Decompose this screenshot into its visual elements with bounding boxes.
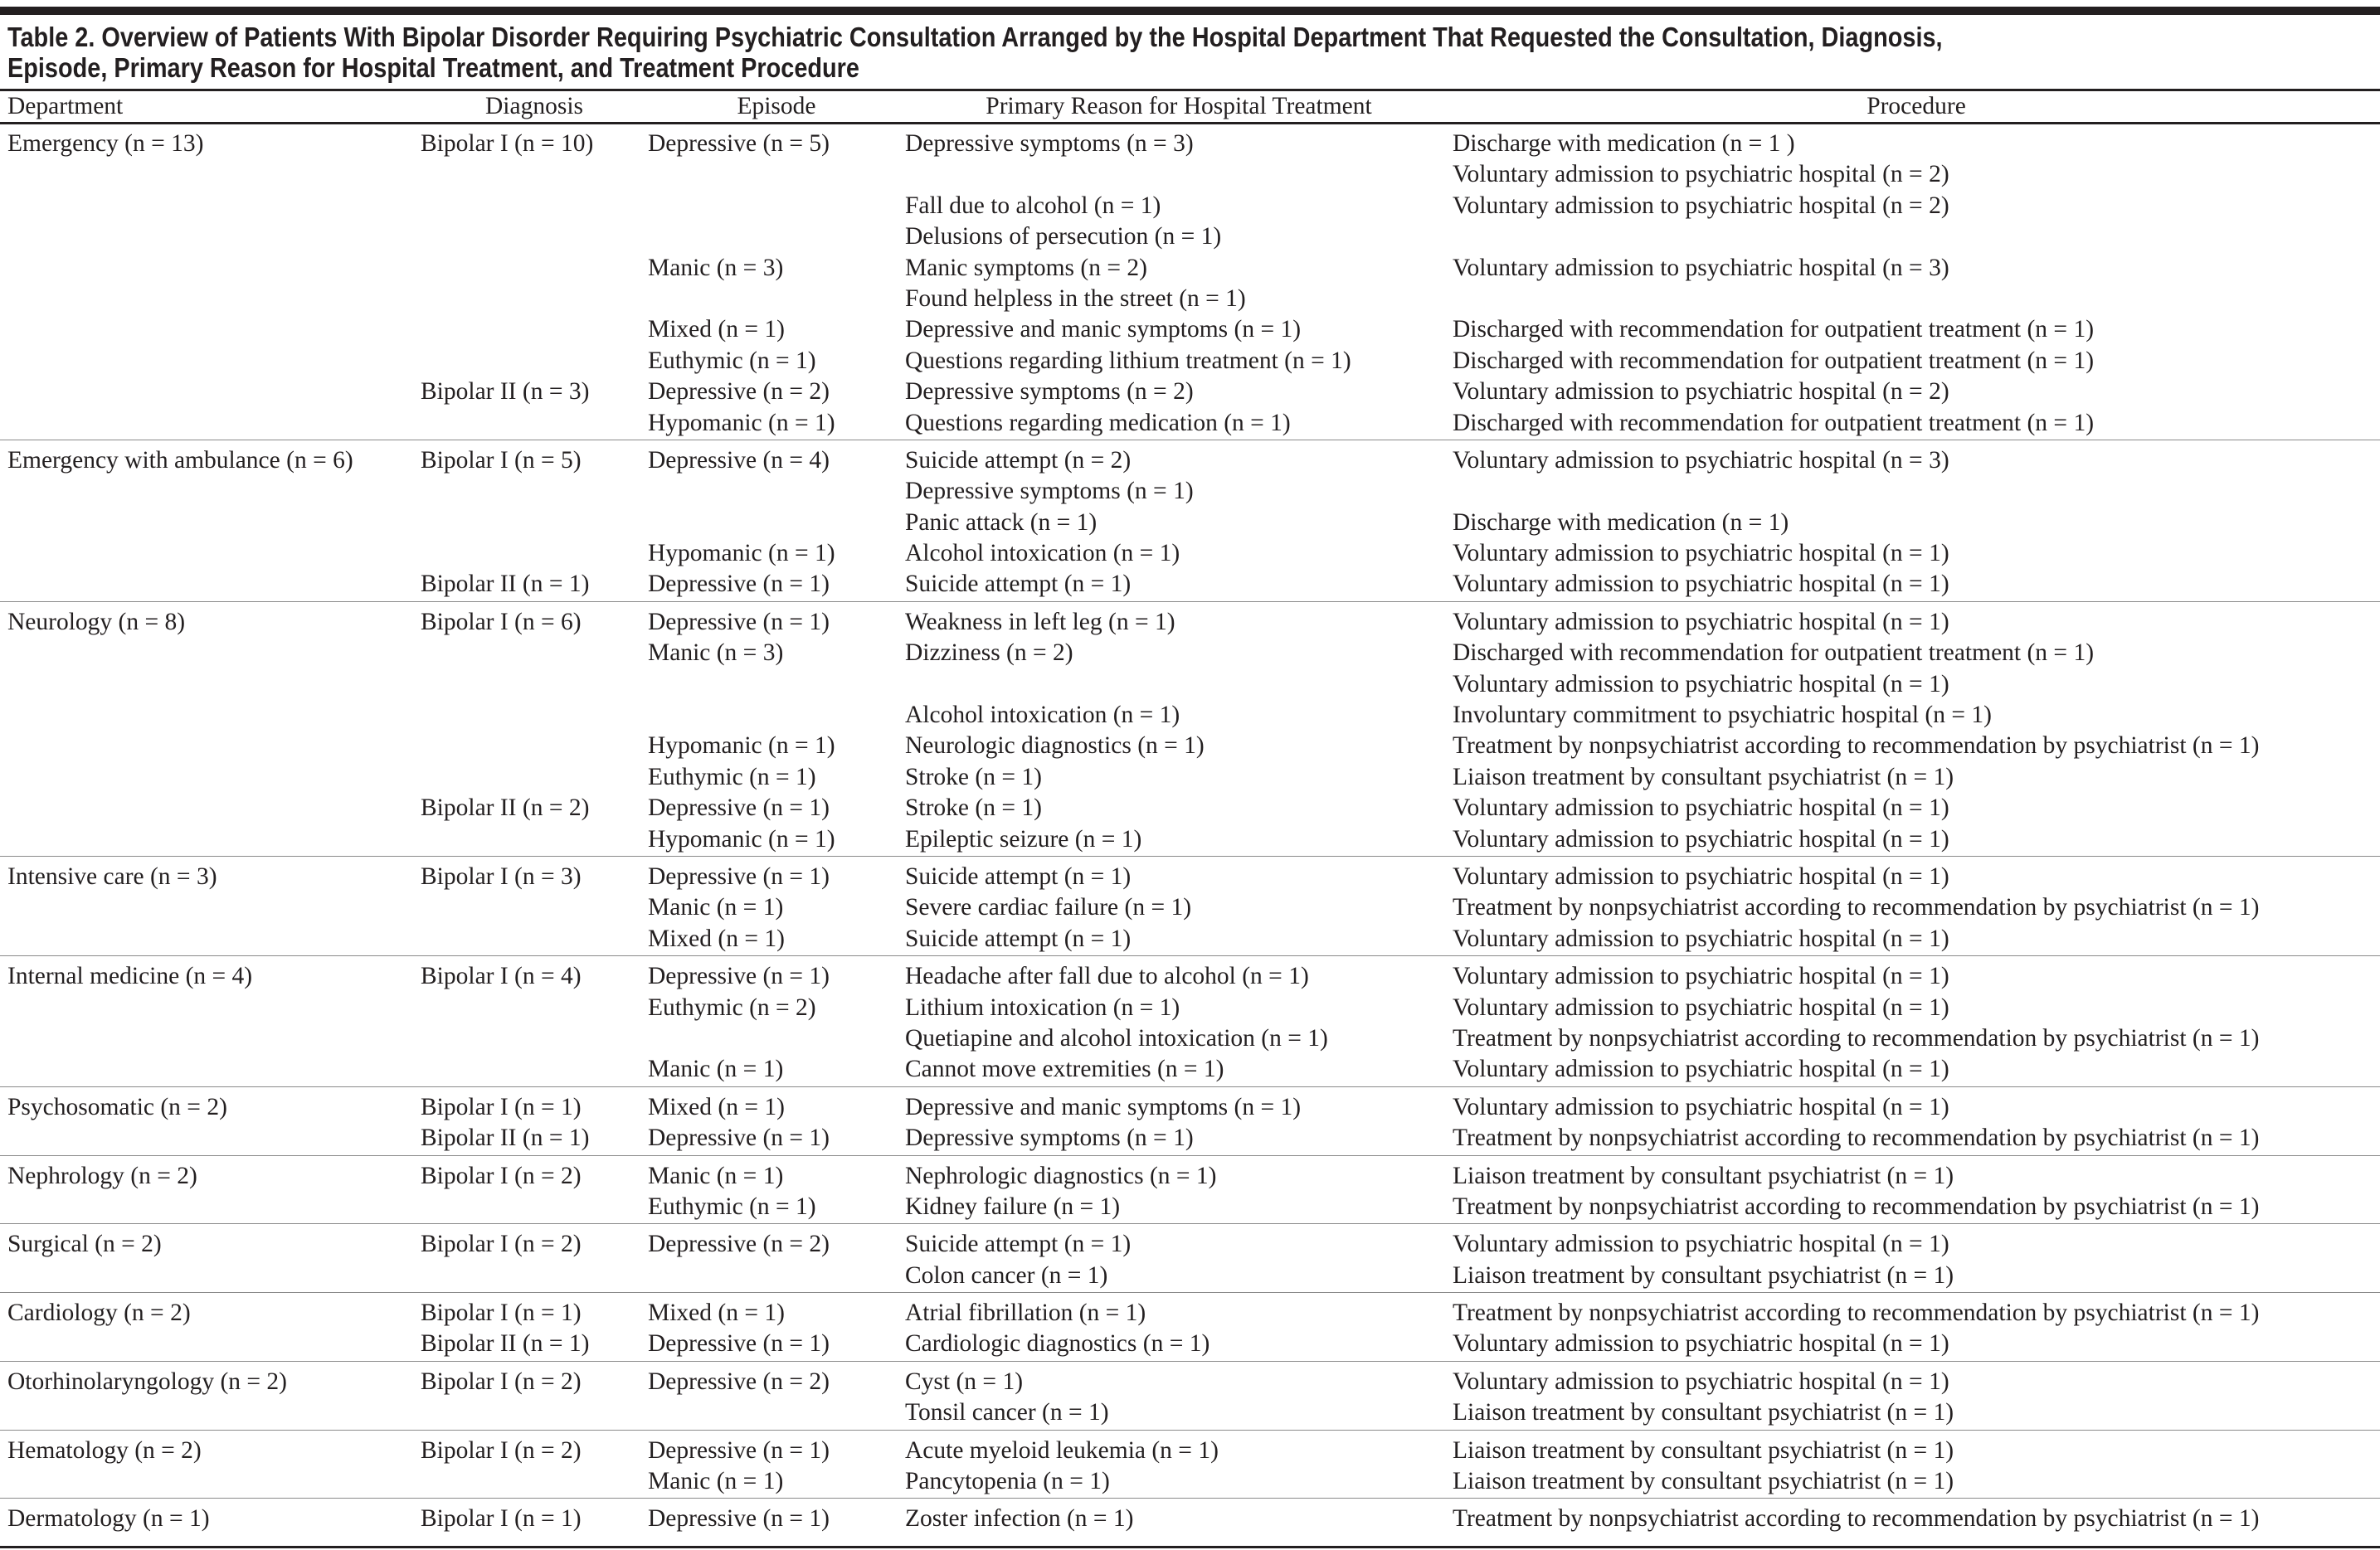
department-cell [7,377,421,407]
diagnosis-cell: Bipolar I (n = 6) [421,608,582,635]
procedure-cell: Liaison treatment by consultant psychiatrist (n = 1) [1453,1468,1954,1495]
table-row [0,569,2380,600]
table-row [0,700,2380,731]
column-header-episode: Episode [737,93,816,119]
table-row [0,284,2380,314]
reason-cell: Questions regarding lithium treatment (n = 1) [905,347,1351,374]
diagnosis-cell: Bipolar I (n = 2) [421,1162,582,1189]
reason-cell: Depressive symptoms (n = 3) [905,130,1194,157]
department-cell [7,669,421,700]
table-title [7,22,2258,83]
diagnosis-cell: Bipolar I (n = 5) [421,446,582,474]
reason-cell: Alcohol intoxication (n = 1) [905,540,1180,567]
reason-cell: Depressive symptoms (n = 2) [905,378,1194,406]
diagnosis-cell [421,669,648,700]
department-group [0,126,2380,440]
table-row [0,762,2380,793]
reason-cell: Kidney failure (n = 1) [905,1193,1121,1220]
procedure-cell: Liaison treatment by consultant psychiatrist (n = 1) [1453,1436,1954,1464]
department-cell [7,1397,421,1428]
diagnosis-cell: Bipolar II (n = 2) [421,794,590,822]
department-cell: Intensive care (n = 3) [7,862,217,890]
diagnosis-cell: Bipolar II (n = 1) [421,1330,590,1358]
procedure-cell: Treatment by nonpsychiatrist according to recommendation by psychiatrist (n = 1) [1453,1125,2260,1152]
table-row [0,862,2380,892]
table-row [0,346,2380,377]
procedure-cell: Discharged with recommendation for outpatient treatment (n = 1) [1453,639,2095,667]
episode-cell: Depressive (n = 4) [648,446,830,474]
column-header-diagnosis: Diagnosis [485,93,583,119]
procedure-cell: Voluntary admission to psychiatric hospital (n = 1) [1453,994,1949,1021]
diagnosis-cell [421,191,648,221]
procedure-cell: Treatment by nonpsychiatrist according to recommendation by psychiatrist (n = 1) [1453,1024,2260,1052]
diagnosis-cell [421,508,648,538]
table-row [0,669,2380,700]
episode-cell [648,1023,905,1054]
episode-cell: Depressive (n = 1) [648,1436,830,1464]
department-cell [7,569,421,600]
reason-cell: Suicide attempt (n = 1) [905,1231,1132,1258]
table-title-line-2: Episode, Primary Reason for Hospital Treatment, and Treatment Procedure [7,52,859,83]
episode-cell: Depressive (n = 2) [648,378,830,406]
department-group [0,601,2380,856]
diagnosis-cell [421,314,648,345]
reason-cell: Cardiologic diagnostics (n = 1) [905,1330,1210,1358]
procedure-cell: Voluntary admission to psychiatric hospital (n = 1) [1453,1330,1949,1358]
table-row [0,1023,2380,1054]
reason-cell: Quetiapine and alcohol intoxication (n = 1) [905,1024,1328,1052]
table-row [0,408,2380,439]
diagnosis-cell: Bipolar I (n = 4) [421,963,582,990]
reason-cell: Alcohol intoxication (n = 1) [905,702,1180,729]
reason-cell: Fall due to alcohol (n = 1) [905,192,1161,219]
department-cell: Emergency with ambulance (n = 6) [7,446,353,474]
episode-cell [648,669,905,700]
table-row [0,993,2380,1023]
episode-cell: Euthymic (n = 2) [648,994,816,1021]
department-cell [7,253,421,284]
procedure-cell: Liaison treatment by consultant psychiatrist (n = 1) [1453,763,1954,790]
episode-cell: Depressive (n = 5) [648,130,830,157]
column-header-department: Department [7,93,124,119]
department-cell [7,1192,421,1222]
table-row [0,1298,2380,1329]
reason-cell: Weakness in left leg (n = 1) [905,608,1175,635]
department-cell [7,159,421,190]
reason-cell: Stroke (n = 1) [905,794,1042,822]
reason-cell: Colon cancer (n = 1) [905,1261,1108,1289]
reason-cell: Headache after fall due to alcohol (n = 1) [905,963,1309,990]
reason-cell: Lithium intoxication (n = 1) [905,994,1180,1021]
table-row [0,607,2380,638]
diagnosis-cell: Bipolar I (n = 2) [421,1231,582,1258]
department-cell [7,924,421,955]
table-row [0,1436,2380,1466]
diagnosis-cell: Bipolar I (n = 2) [421,1436,582,1464]
procedure-cell: Voluntary admission to psychiatric hospital (n = 1) [1453,794,1949,822]
reason-cell: Acute myeloid leukemia (n = 1) [905,1436,1219,1464]
table-row [0,377,2380,407]
diagnosis-cell: Bipolar I (n = 10) [421,130,594,157]
procedure-cell: Voluntary admission to psychiatric hospital (n = 1) [1453,571,1949,598]
episode-cell: Euthymic (n = 1) [648,347,816,374]
department-group [0,955,2380,1086]
table-header [0,91,2380,122]
reason-cell [905,669,1453,700]
diagnosis-cell [421,538,648,569]
procedure-cell: Voluntary admission to psychiatric hospital (n = 1) [1453,1056,1949,1083]
diagnosis-cell [421,346,648,377]
diagnosis-cell: Bipolar I (n = 1) [421,1300,582,1327]
department-cell: Surgical (n = 2) [7,1231,162,1258]
department-cell [7,793,421,824]
procedure-cell [1453,476,2380,507]
procedure-cell: Liaison treatment by consultant psychiatrist (n = 1) [1453,1162,1954,1189]
column-header-reason: Primary Reason for Hospital Treatment [986,93,1372,119]
procedure-cell: Voluntary admission to psychiatric hospital (n = 1) [1453,862,1949,890]
procedure-cell: Discharge with medication (n = 1) [1453,508,1789,536]
episode-cell: Depressive (n = 2) [648,1231,830,1258]
table-row [0,1192,2380,1222]
reason-cell: Dizziness (n = 2) [905,639,1073,667]
table-row [0,1466,2380,1497]
episode-cell: Depressive (n = 1) [648,608,830,635]
department-cell: Cardiology (n = 2) [7,1300,191,1327]
department-group [0,440,2380,601]
table-row [0,638,2380,668]
table-row [0,191,2380,221]
reason-cell: Zoster infection (n = 1) [905,1505,1134,1533]
episode-cell: Mixed (n = 1) [648,1300,785,1327]
procedure-cell: Voluntary admission to psychiatric hospital (n = 1) [1453,925,1949,952]
diagnosis-cell [421,892,648,923]
column-header-procedure: Procedure [1867,93,1966,119]
episode-cell: Euthymic (n = 1) [648,763,816,790]
department-cell [7,1054,421,1085]
table-row [0,824,2380,855]
department-cell: Psychosomatic (n = 2) [7,1093,227,1120]
reason-cell: Tonsil cancer (n = 1) [905,1399,1109,1426]
reason-cell: Manic symptoms (n = 2) [905,254,1147,281]
table-row [0,1261,2380,1291]
procedure-cell: Voluntary admission to psychiatric hospital (n = 1) [1453,825,1949,853]
table-row [0,1054,2380,1085]
reason-cell: Delusions of persecution (n = 1) [905,223,1222,250]
procedure-cell: Voluntary admission to psychiatric hospital (n = 3) [1453,446,1949,474]
department-cell [7,1023,421,1054]
procedure-cell: Treatment by nonpsychiatrist according to recommendation by psychiatrist (n = 1) [1453,1505,2260,1533]
table-row [0,1123,2380,1154]
procedure-cell: Discharged with recommendation for outpatient treatment (n = 1) [1453,316,2095,343]
department-cell: Otorhinolaryngology (n = 2) [7,1368,287,1395]
episode-cell [648,191,905,221]
diagnosis-cell [421,253,648,284]
department-cell [7,638,421,668]
diagnosis-cell [421,993,648,1023]
department-cell [7,191,421,221]
reason-cell [905,159,1453,190]
reason-cell: Depressive and manic symptoms (n = 1) [905,1093,1302,1120]
episode-cell [648,508,905,538]
diagnosis-cell: Bipolar II (n = 3) [421,378,590,406]
diagnosis-cell: Bipolar II (n = 1) [421,571,590,598]
diagnosis-cell [421,1192,648,1222]
table-row [0,1367,2380,1397]
episode-cell: Depressive (n = 1) [648,1330,830,1358]
procedure-cell: Voluntary admission to psychiatric hospital (n = 1) [1453,1093,1949,1120]
episode-cell: Hypomanic (n = 1) [648,732,835,760]
diagnosis-cell: Bipolar I (n = 3) [421,862,582,890]
procedure-cell: Discharged with recommendation for outpatient treatment (n = 1) [1453,409,2095,436]
procedure-cell: Discharged with recommendation for outpatient treatment (n = 1) [1453,347,2095,374]
episode-cell: Manic (n = 1) [648,1056,784,1083]
department-cell [7,1123,421,1154]
procedure-cell [1453,284,2380,314]
episode-cell: Depressive (n = 1) [648,1125,830,1152]
episode-cell: Euthymic (n = 1) [648,1193,816,1220]
procedure-cell: Treatment by nonpsychiatrist according to recommendation by psychiatrist (n = 1) [1453,1193,2260,1220]
episode-cell: Mixed (n = 1) [648,316,785,343]
procedure-cell: Voluntary admission to psychiatric hospital (n = 1) [1453,1231,1949,1258]
procedure-cell: Liaison treatment by consultant psychiatrist (n = 1) [1453,1399,1954,1426]
table-row [0,1161,2380,1192]
department-cell [7,508,421,538]
episode-cell [648,1261,905,1291]
department-group [0,1155,2380,1224]
episode-cell: Manic (n = 1) [648,1162,784,1189]
reason-cell: Cyst (n = 1) [905,1368,1024,1395]
department-group [0,1430,2380,1499]
department-cell: Internal medicine (n = 4) [7,963,253,990]
diagnosis-cell: Bipolar I (n = 1) [421,1505,582,1533]
procedure-cell: Voluntary admission to psychiatric hospital (n = 1) [1453,540,1949,567]
procedure-cell: Voluntary admission to psychiatric hospital (n = 2) [1453,378,1949,406]
reason-cell: Depressive symptoms (n = 1) [905,1125,1194,1152]
procedure-cell: Voluntary admission to psychiatric hospital (n = 2) [1453,192,1949,219]
episode-cell [648,284,905,314]
procedure-cell: Voluntary admission to psychiatric hospital (n = 1) [1453,1368,1949,1395]
diagnosis-cell: Bipolar I (n = 2) [421,1368,582,1395]
episode-cell: Depressive (n = 1) [648,862,830,890]
episode-cell: Manic (n = 1) [648,1468,784,1495]
table-row [0,1504,2380,1534]
top-rule [0,7,2380,15]
table-row [0,508,2380,538]
episode-cell: Depressive (n = 1) [648,1505,830,1533]
diagnosis-cell [421,1054,648,1085]
reason-cell: Suicide attempt (n = 1) [905,925,1132,952]
reason-cell: Depressive and manic symptoms (n = 1) [905,316,1302,343]
table-row [0,221,2380,252]
table-row [0,445,2380,476]
department-cell [7,476,421,507]
department-cell: Dermatology (n = 1) [7,1505,210,1533]
department-cell [7,700,421,731]
table-row [0,961,2380,992]
diagnosis-cell: Bipolar I (n = 1) [421,1093,582,1120]
diagnosis-cell [421,159,648,190]
table-row [0,253,2380,284]
department-cell [7,892,421,923]
department-cell [7,824,421,855]
diagnosis-cell [421,762,648,793]
episode-cell: Manic (n = 3) [648,639,784,667]
department-cell [7,1329,421,1359]
table-row [0,1397,2380,1428]
reason-cell: Cannot move extremities (n = 1) [905,1056,1224,1083]
table-row [0,1229,2380,1260]
episode-cell: Hypomanic (n = 1) [648,409,835,436]
procedure-cell: Voluntary admission to psychiatric hospital (n = 1) [1453,963,1949,990]
episode-cell: Mixed (n = 1) [648,925,785,952]
diagnosis-cell [421,700,648,731]
department-cell [7,408,421,439]
department-cell [7,762,421,793]
diagnosis-cell [421,1023,648,1054]
procedure-cell: Voluntary admission to psychiatric hospital (n = 1) [1453,670,1949,697]
procedure-cell: Treatment by nonpsychiatrist according to recommendation by psychiatrist (n = 1) [1453,1300,2260,1327]
department-cell [7,221,421,252]
procedure-cell [1453,221,2380,252]
reason-cell: Neurologic diagnostics (n = 1) [905,732,1205,760]
procedure-cell: Voluntary admission to psychiatric hospital (n = 3) [1453,254,1949,281]
table-row [0,892,2380,923]
table-row [0,159,2380,190]
department-cell [7,538,421,569]
episode-cell: Hypomanic (n = 1) [648,825,835,853]
department-cell [7,993,421,1023]
diagnosis-cell [421,924,648,955]
reason-cell: Atrial fibrillation (n = 1) [905,1300,1146,1327]
episode-cell [648,159,905,190]
episode-cell: Manic (n = 3) [648,254,784,281]
diagnosis-cell [421,824,648,855]
department-cell [7,284,421,314]
procedure-cell: Liaison treatment by consultant psychiatrist (n = 1) [1453,1261,1954,1289]
department-cell: Neurology (n = 8) [7,608,186,635]
procedure-cell: Involuntary commitment to psychiatric hospital (n = 1) [1453,702,1992,729]
reason-cell: Severe cardiac failure (n = 1) [905,894,1192,921]
episode-cell: Depressive (n = 1) [648,963,830,990]
department-cell [7,1466,421,1497]
department-cell: Nephrology (n = 2) [7,1162,197,1189]
table-row [0,731,2380,761]
episode-cell: Depressive (n = 2) [648,1368,830,1395]
episode-cell: Mixed (n = 1) [648,1093,785,1120]
header-rule [0,122,2380,124]
diagnosis-cell [421,638,648,668]
department-cell [7,346,421,377]
episode-cell: Hypomanic (n = 1) [648,540,835,567]
table-body [0,126,2380,1536]
reason-cell: Suicide attempt (n = 1) [905,571,1132,598]
table-title-line-1: Table 2. Overview of Patients With Bipolar Disorder Requiring Psychiatric Consultation Arranged by the Hospital Department That Requested the Consultation, Diagnosis, [7,22,1943,52]
procedure-cell: Discharge with medication (n = 1 ) [1453,130,1795,157]
procedure-cell: Treatment by nonpsychiatrist according to recommendation by psychiatrist (n = 1) [1453,894,2260,921]
diagnosis-cell [421,408,648,439]
department-group [0,1361,2380,1430]
diagnosis-cell [421,476,648,507]
department-group [0,1292,2380,1361]
episode-cell: Depressive (n = 1) [648,794,830,822]
reason-cell: Pancytopenia (n = 1) [905,1468,1110,1495]
episode-cell [648,1397,905,1428]
reason-cell: Suicide attempt (n = 1) [905,862,1132,890]
table-row [0,793,2380,824]
department-group [0,1086,2380,1155]
procedure-cell: Voluntary admission to psychiatric hospital (n = 1) [1453,608,1949,635]
episode-cell [648,476,905,507]
diagnosis-cell: Bipolar II (n = 1) [421,1125,590,1152]
department-cell [7,731,421,761]
table-row [0,1092,2380,1123]
reason-cell: Nephrologic diagnostics (n = 1) [905,1162,1217,1189]
table-row [0,538,2380,569]
diagnosis-cell [421,1261,648,1291]
header-row [0,91,2380,122]
episode-cell [648,221,905,252]
episode-cell [648,700,905,731]
procedure-cell: Voluntary admission to psychiatric hospital (n = 2) [1453,161,1949,188]
department-group [0,1498,2380,1535]
table-row [0,129,2380,159]
diagnosis-cell [421,221,648,252]
reason-cell: Panic attack (n = 1) [905,508,1098,536]
department-group [0,856,2380,955]
reason-cell: Found helpless in the street (n = 1) [905,284,1246,312]
table-row [0,314,2380,345]
reason-cell: Depressive symptoms (n = 1) [905,478,1194,505]
reason-cell: Stroke (n = 1) [905,763,1042,790]
episode-cell: Manic (n = 1) [648,894,784,921]
table-row [0,924,2380,955]
reason-cell: Suicide attempt (n = 2) [905,446,1132,474]
table-row [0,476,2380,507]
episode-cell: Depressive (n = 1) [648,571,830,598]
reason-cell: Epileptic seizure (n = 1) [905,825,1142,853]
table-row [0,1329,2380,1359]
department-cell: Emergency (n = 13) [7,130,204,157]
diagnosis-cell [421,284,648,314]
department-group [0,1223,2380,1292]
diagnosis-cell [421,1397,648,1428]
diagnosis-cell [421,1466,648,1497]
department-cell: Hematology (n = 2) [7,1436,202,1464]
department-cell [7,314,421,345]
bottom-rule [0,1546,2380,1548]
diagnosis-cell [421,731,648,761]
procedure-cell: Treatment by nonpsychiatrist according to recommendation by psychiatrist (n = 1) [1453,732,2260,760]
reason-cell: Questions regarding medication (n = 1) [905,409,1291,436]
department-cell [7,1261,421,1291]
